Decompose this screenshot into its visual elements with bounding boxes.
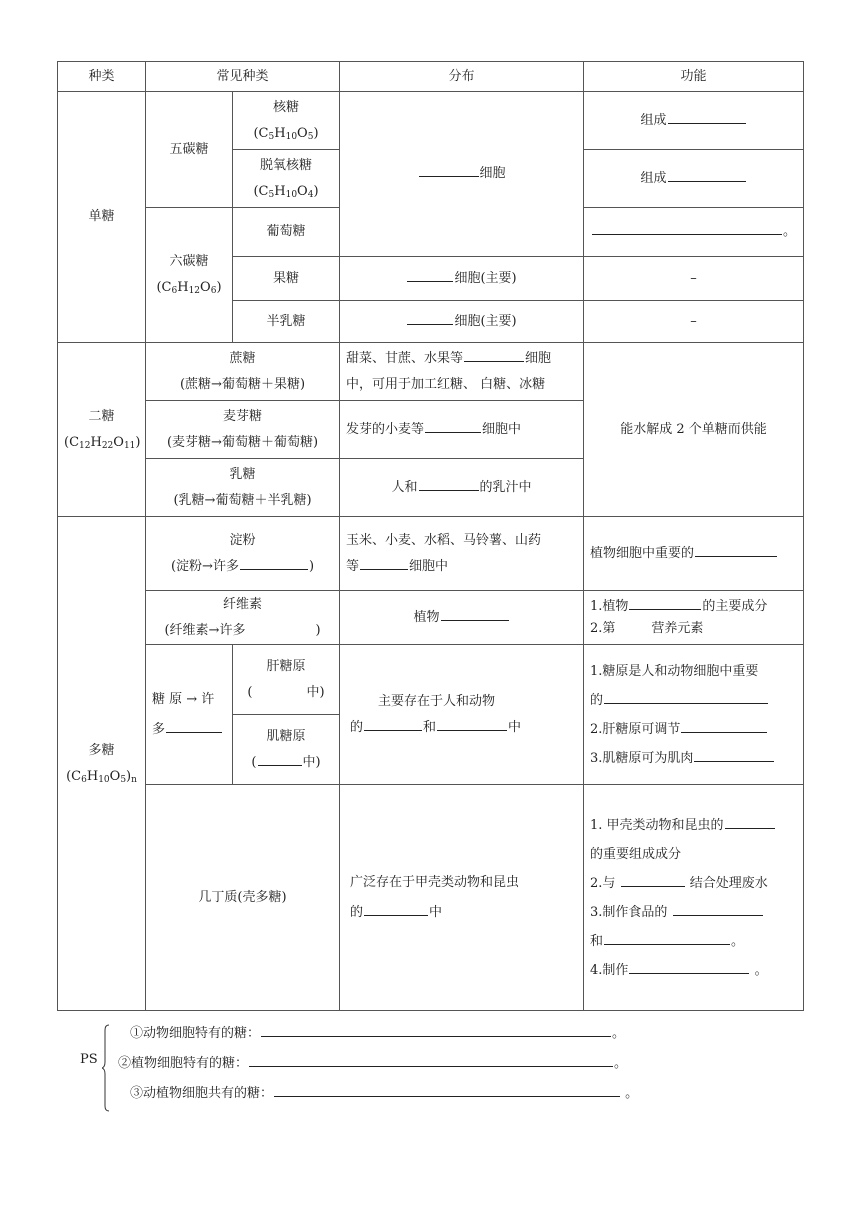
mono-label: 单糖 <box>58 92 146 343</box>
glycogen-function <box>584 645 804 785</box>
fructose-dist-text: 细胞(主要) <box>454 270 517 286</box>
glycogen-distribution <box>340 645 584 785</box>
header-common-types: 常见种类 <box>146 62 340 92</box>
answer-blank[interactable] <box>274 1082 620 1097</box>
glycogen-label-b: 多 <box>152 721 166 737</box>
starch-reaction-a: (淀粉→许多 <box>170 558 239 574</box>
sucrose-dist-b: 细胞 <box>525 350 552 366</box>
glycogen-dist-a: 主要存在于人和动物 <box>378 693 496 709</box>
ps-item-plant <box>118 1052 627 1074</box>
answer-blank[interactable] <box>441 606 509 621</box>
answer-blank[interactable] <box>249 1052 613 1067</box>
answer-blank[interactable] <box>407 310 453 325</box>
answer-blank[interactable] <box>592 220 782 235</box>
starch-dist-a: 玉米、小麦、水稻、马铃薯、山药 <box>346 532 542 548</box>
glycogen-dist-line2 <box>350 715 577 741</box>
glycogen-func1b <box>590 686 797 715</box>
pentose-dist-text: 细胞 <box>479 166 506 181</box>
header-function: 功能 <box>584 62 804 92</box>
answer-blank[interactable] <box>604 930 730 945</box>
muscle-glycogen-loc: ( 中) <box>239 750 333 776</box>
chitin-func3-b: 和 <box>590 933 604 949</box>
maltose-reaction: (麦芽糖→葡萄糖＋葡萄糖) <box>166 434 319 450</box>
maltose-name: 麦芽糖 <box>223 408 263 424</box>
answer-blank[interactable] <box>419 162 479 177</box>
maltose-dist-a: 发芽的小麦等 <box>346 421 425 437</box>
cellulose-func2-a: 2.第 <box>590 621 616 636</box>
answer-blank[interactable] <box>261 1022 611 1037</box>
answer-blank[interactable] <box>725 814 775 829</box>
cellulose-reaction-a: (纤维素→许多 <box>164 622 246 638</box>
glycogen-func1: 1.糖原是人和动物细胞中重要 <box>590 663 759 679</box>
answer-blank[interactable] <box>621 872 685 887</box>
muscle-loc-text: 中) <box>302 754 321 770</box>
cellulose-function <box>584 591 804 645</box>
cellulose-reaction <box>152 618 333 644</box>
ps-item-plant-end: 。 <box>614 1056 628 1071</box>
ribose-name: 核糖 <box>273 99 300 115</box>
chitin-distribution <box>340 785 584 1011</box>
cellulose-func1-b: 的主要成分 <box>702 599 768 614</box>
muscle-glycogen-cell <box>233 715 340 785</box>
glycogen-func2-text: 2.肝糖原可调节 <box>590 721 681 737</box>
sucrose-distribution <box>340 343 584 401</box>
maltose-cell <box>146 401 340 459</box>
starch-distribution <box>340 517 584 591</box>
header-distribution: 分布 <box>340 62 584 92</box>
liver-glycogen-loc: ( 中) <box>247 684 325 700</box>
lactose-dist-b: 的乳汁中 <box>479 479 532 495</box>
cellulose-name: 纤维素 <box>223 596 263 612</box>
sucrose-cell <box>146 343 340 401</box>
chitin-func1-a: 1. 甲壳类动物和昆虫的 <box>590 817 724 833</box>
chitin-func3-c: 。 <box>731 933 745 949</box>
di-cell <box>58 343 146 517</box>
glycogen-dist-b: 的 <box>350 719 364 735</box>
glycogen-func2 <box>590 715 797 744</box>
lactose-cell <box>146 459 340 517</box>
pentose-distribution <box>340 92 584 257</box>
answer-blank[interactable] <box>673 901 763 916</box>
chitin-func4 <box>590 956 797 985</box>
chitin-dist-b: 的 <box>350 904 364 920</box>
brace-icon <box>102 1024 110 1112</box>
glycogen-dist-c: 和 <box>423 719 437 735</box>
ps-section <box>80 1020 780 1110</box>
header-type: 种类 <box>58 62 146 92</box>
ps-label: PS <box>80 1052 98 1067</box>
sucrose-dist-a: 甜菜、甘蔗、水果等 <box>346 350 464 366</box>
glucose-func-end: 。 <box>783 224 797 239</box>
answer-blank[interactable] <box>668 109 746 124</box>
starch-reaction <box>152 554 333 580</box>
chitin-func2-b: 结合处理废水 <box>689 875 768 891</box>
glycogen-dist-d: 中 <box>508 719 522 735</box>
ribose-func-text: 组成 <box>640 112 667 128</box>
starch-dist-b: 等 <box>346 558 360 574</box>
fructose-function: – <box>584 257 804 301</box>
liver-glycogen-row <box>58 645 804 715</box>
cellulose-dist: 植物 <box>413 609 440 625</box>
chitin-func4-b: 。 <box>754 962 768 978</box>
fructose-name: 果糖 <box>233 257 340 301</box>
di-function: 能水解成 2 个单糖而供能 <box>584 343 804 517</box>
answer-blank[interactable] <box>419 476 479 491</box>
galactose-distribution <box>340 301 584 343</box>
sugar-classification-table <box>57 61 804 1011</box>
maltose-distribution <box>340 401 584 459</box>
ribose-row <box>58 92 804 150</box>
chitin-dist-line2 <box>350 898 577 928</box>
liver-glycogen-cell <box>233 645 340 715</box>
cellulose-row <box>58 591 804 645</box>
lactose-distribution <box>340 459 584 517</box>
glucose-name: 葡萄糖 <box>233 208 340 257</box>
header-row <box>58 62 804 92</box>
chitin-func2 <box>590 869 797 898</box>
sucrose-row <box>58 343 804 401</box>
glycogen-func3-text: 3.肌糖原可为肌肉 <box>590 750 694 766</box>
starch-dist-c: 细胞中 <box>409 558 449 574</box>
chitin-func3-a: 3.制作食品的 <box>590 904 668 920</box>
sucrose-dist-c: 中，可用于加工红糖、 白糖、冰糖 <box>346 376 546 392</box>
liver-glycogen-name: 肝糖原 <box>266 658 306 674</box>
chitin-func1b: 的重要组成成分 <box>590 846 682 862</box>
answer-blank[interactable] <box>425 418 481 433</box>
answer-blank[interactable] <box>695 542 777 557</box>
chitin-func1 <box>590 811 797 840</box>
answer-blank[interactable] <box>629 959 749 974</box>
chitin-name: 几丁质(壳多糖) <box>146 785 340 1011</box>
answer-blank[interactable] <box>364 716 422 731</box>
galactose-dist-text: 细胞(主要) <box>454 313 517 329</box>
galactose-function: – <box>584 301 804 343</box>
answer-blank[interactable] <box>681 718 767 733</box>
glycogen-func3 <box>590 744 797 773</box>
starch-name: 淀粉 <box>229 532 256 548</box>
ps-item-shared-text: ③动植物细胞共有的糖： <box>130 1086 274 1101</box>
answer-blank[interactable] <box>464 347 524 362</box>
chitin-func3b <box>590 927 797 956</box>
glycogen-func1b-text: 的 <box>590 692 604 708</box>
answer-blank[interactable] <box>166 718 222 733</box>
ribose-function <box>584 92 804 150</box>
fructose-distribution <box>340 257 584 301</box>
ps-item-shared <box>130 1082 638 1104</box>
ps-item-animal <box>130 1022 625 1044</box>
cellulose-distribution <box>340 591 584 645</box>
poly-formula: $(C_6H_{10}O_5)_n$ <box>66 768 137 785</box>
starch-cell <box>146 517 340 591</box>
glycogen-label-cell <box>146 645 233 785</box>
galactose-name: 半乳糖 <box>233 301 340 343</box>
six-carbon-cell <box>146 208 233 343</box>
deoxyribose-function <box>584 150 804 208</box>
chitin-func2-a: 2.与 <box>590 875 616 891</box>
lactose-name: 乳糖 <box>229 466 256 482</box>
starch-func-text: 植物细胞中重要的 <box>590 545 695 561</box>
ps-item-animal-text: ①动物细胞特有的糖： <box>130 1026 261 1041</box>
starch-reaction-b: ) <box>308 558 315 574</box>
di-label: 二糖 <box>88 408 115 424</box>
answer-blank[interactable] <box>360 555 408 570</box>
cellulose-func1-a: 1.植物 <box>590 599 629 614</box>
starch-row <box>58 517 804 591</box>
answer-blank[interactable] <box>240 555 308 570</box>
ps-item-animal-end: 。 <box>612 1026 626 1041</box>
glycogen-label-a: 糖 原 → 许 <box>152 691 215 707</box>
sucrose-name: 蔗糖 <box>229 350 256 366</box>
poly-label: 多糖 <box>88 742 115 758</box>
chitin-function <box>584 785 804 1011</box>
six-carbon-label: 六碳糖 <box>169 254 209 269</box>
lactose-dist-a: 人和 <box>391 479 418 495</box>
deoxyribose-name: 脱氧核糖 <box>260 157 313 173</box>
liver-loc-text: 中) <box>306 684 325 700</box>
chitin-dist-a: 广泛存在于甲壳类动物和昆虫 <box>350 874 520 890</box>
chitin-row <box>58 785 804 1011</box>
answer-blank[interactable] <box>364 901 428 916</box>
six-carbon-formula: $(C_6H_{12}O_6)$ <box>156 280 222 296</box>
deoxyribose-cell <box>233 150 340 208</box>
poly-cell <box>58 517 146 1011</box>
ps-item-plant-text: ②植物细胞特有的糖： <box>118 1056 249 1071</box>
chitin-dist-c: 中 <box>429 904 443 920</box>
ribose-cell <box>233 92 340 150</box>
answer-blank[interactable] <box>407 267 453 282</box>
cellulose-cell <box>146 591 340 645</box>
answer-blank[interactable] <box>629 595 701 610</box>
glucose-function <box>584 208 804 257</box>
deoxyribose-formula: $(C_5H_{10}O_4)$ <box>253 183 319 200</box>
answer-blank[interactable] <box>604 689 768 704</box>
sucrose-reaction: (蔗糖→葡萄糖＋果糖) <box>179 376 306 392</box>
ps-item-shared-end: 。 <box>625 1086 639 1101</box>
answer-blank[interactable] <box>437 716 507 731</box>
ribose-formula: $(C_5H_{10}O_5)$ <box>253 125 319 142</box>
answer-blank[interactable] <box>668 167 746 182</box>
muscle-glycogen-name: 肌糖原 <box>266 728 306 744</box>
di-formula: $(C_{12}H_{22}O_{11})$ <box>64 434 141 451</box>
five-carbon-label: 五碳糖 <box>146 92 233 208</box>
maltose-dist-b: 细胞中 <box>482 421 522 437</box>
cellulose-reaction-b: ) <box>315 622 321 638</box>
lactose-reaction: (乳糖→葡萄糖＋半乳糖) <box>173 492 312 508</box>
answer-blank[interactable] <box>258 751 302 766</box>
starch-function <box>584 517 804 591</box>
chitin-func3 <box>590 898 797 927</box>
cellulose-func2-b: 营养元素 <box>651 621 704 636</box>
chitin-func4-a: 4.制作 <box>590 962 629 978</box>
deoxyribose-func-text: 组成 <box>640 170 667 186</box>
answer-blank[interactable] <box>694 747 774 762</box>
